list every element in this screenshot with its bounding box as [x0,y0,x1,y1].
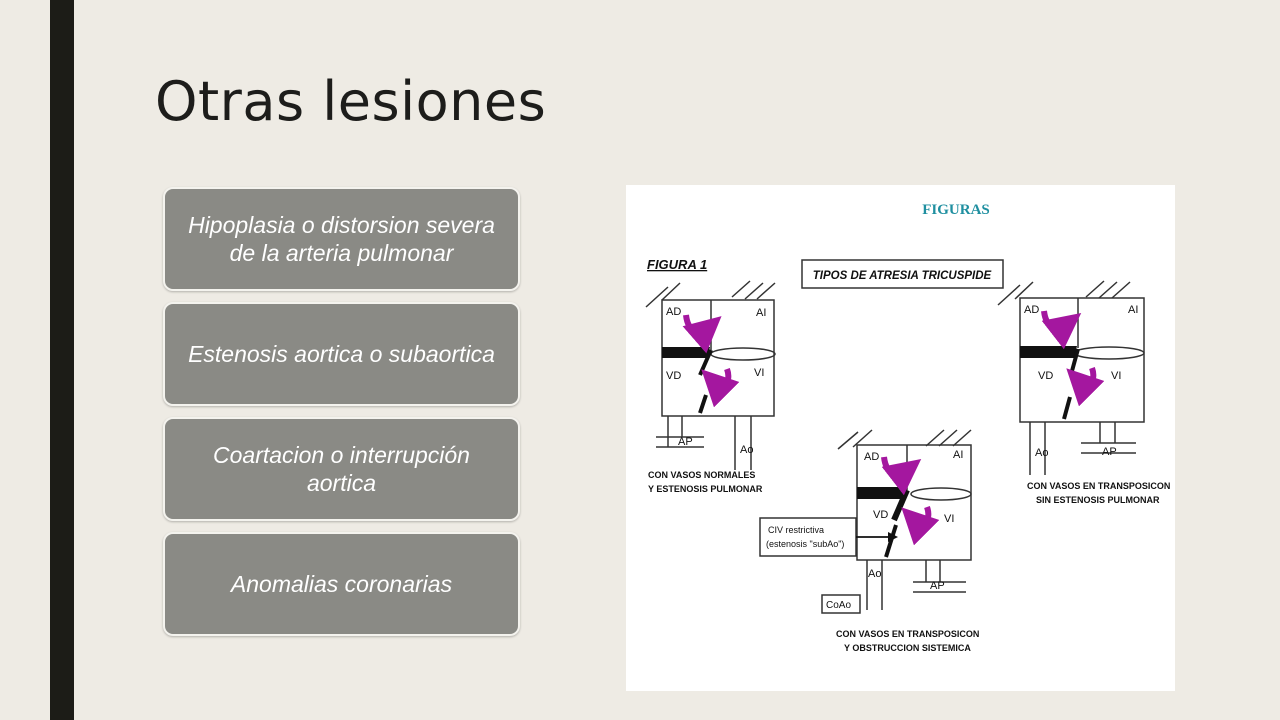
svg-text:AD: AD [1024,304,1040,316]
svg-text:Ao: Ao [740,444,754,456]
figure-header: FIGURAS [922,202,990,218]
svg-text:VD: VD [1038,370,1054,382]
svg-text:CON VASOS NORMALES: CON VASOS NORMALES [648,470,756,480]
svg-text:SIN ESTENOSIS PULMONAR: SIN ESTENOSIS PULMONAR [1036,495,1160,505]
svg-text:AP: AP [678,436,693,448]
svg-text:AI: AI [1128,304,1139,316]
svg-text:VI: VI [1111,370,1122,382]
lesion-box-4: Anomalias coronarias [163,532,520,636]
diagram-transposed-vessels [998,281,1170,505]
svg-text:AI: AI [953,449,964,461]
svg-text:Ao: Ao [868,568,882,580]
svg-text:CON VASOS EN TRANSPOSICON: CON VASOS EN TRANSPOSICON [1027,481,1171,491]
type-label: TIPOS DE ATRESIA TRICUSPIDE [812,270,992,282]
diagram-systemic-obstruction [760,430,979,653]
svg-text:Ao: Ao [1035,447,1049,459]
left-accent-bar [50,0,74,720]
lesion-box-3: Coartacion o interrupción aortica [163,417,520,521]
svg-text:AD: AD [666,306,682,318]
slide-title: Otras lesiones [155,70,547,133]
lesion-box-1: Hipoplasia o distorsion severa de la arteria pulmonar [163,187,520,291]
svg-text:Y ESTENOSIS PULMONAR: Y ESTENOSIS PULMONAR [648,484,763,494]
svg-text:CON VASOS EN TRANSPOSICON: CON VASOS EN TRANSPOSICON [836,629,980,639]
svg-text:AD: AD [864,451,880,463]
svg-text:CIV restrictiva: CIV restrictiva [768,525,825,535]
svg-text:CoAo: CoAo [826,600,852,611]
svg-text:VI: VI [754,367,765,379]
svg-text:VI: VI [944,513,955,525]
svg-text:AP: AP [930,580,945,592]
diagram-normal-vessels [646,281,775,494]
svg-text:AI: AI [756,307,767,319]
svg-text:VD: VD [666,370,682,382]
svg-text:(estenosis "subAo"): (estenosis "subAo") [766,539,845,549]
svg-text:Y OBSTRUCCION SISTEMICA: Y OBSTRUCCION SISTEMICA [844,643,971,653]
lesion-box-2: Estenosis aortica o subaortica [163,302,520,406]
figure-label: FIGURA 1 [647,257,708,272]
atresia-figure [626,185,1175,691]
svg-text:AP: AP [1102,446,1117,458]
svg-text:VD: VD [873,509,889,521]
